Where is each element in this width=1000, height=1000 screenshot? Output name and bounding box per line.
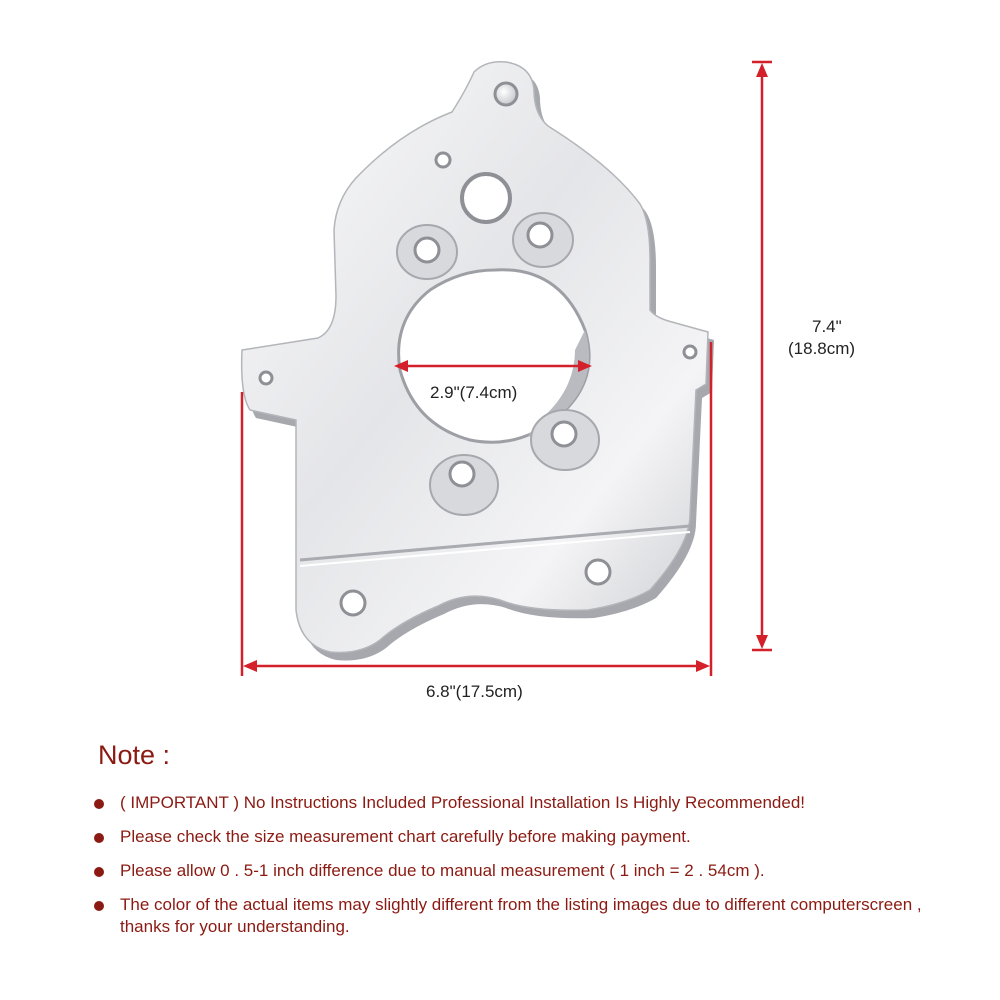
- note-list: [94, 792, 974, 950]
- note-item-important: [94, 792, 974, 814]
- note-item-check-size: [94, 826, 974, 848]
- bullet-dot-icon: [94, 833, 104, 843]
- note-item-text: ( IMPORTANT ) No Instructions Included Professional Installation Is Highly Recommended!: [120, 793, 806, 812]
- note-item-color-difference: [94, 894, 974, 938]
- note-title: Note :: [98, 740, 171, 770]
- note-item-text: The color of the actual items may slightly different from the listing images due to different computerscreen , thanks for your understanding.: [120, 895, 922, 936]
- height-label-cm: (18.8cm): [788, 339, 856, 358]
- note-item-text: Please check the size measurement chart carefully before making payment.: [120, 827, 691, 846]
- bullet-dot-icon: [94, 867, 104, 877]
- height-label-in: 7.4": [812, 317, 842, 336]
- note-item-text: Please allow 0 . 5-1 inch difference due to manual measurement ( 1 inch = 2 . 54cm ).: [120, 861, 765, 880]
- inner-diameter-label: 2.9"(7.4cm): [430, 383, 518, 402]
- bullet-dot-icon: [94, 799, 104, 809]
- note-item-measurement-difference: [94, 860, 974, 882]
- width-label: 6.8"(17.5cm): [426, 682, 523, 701]
- height-dimension-line: [752, 62, 772, 650]
- bullet-dot-icon: [94, 901, 104, 911]
